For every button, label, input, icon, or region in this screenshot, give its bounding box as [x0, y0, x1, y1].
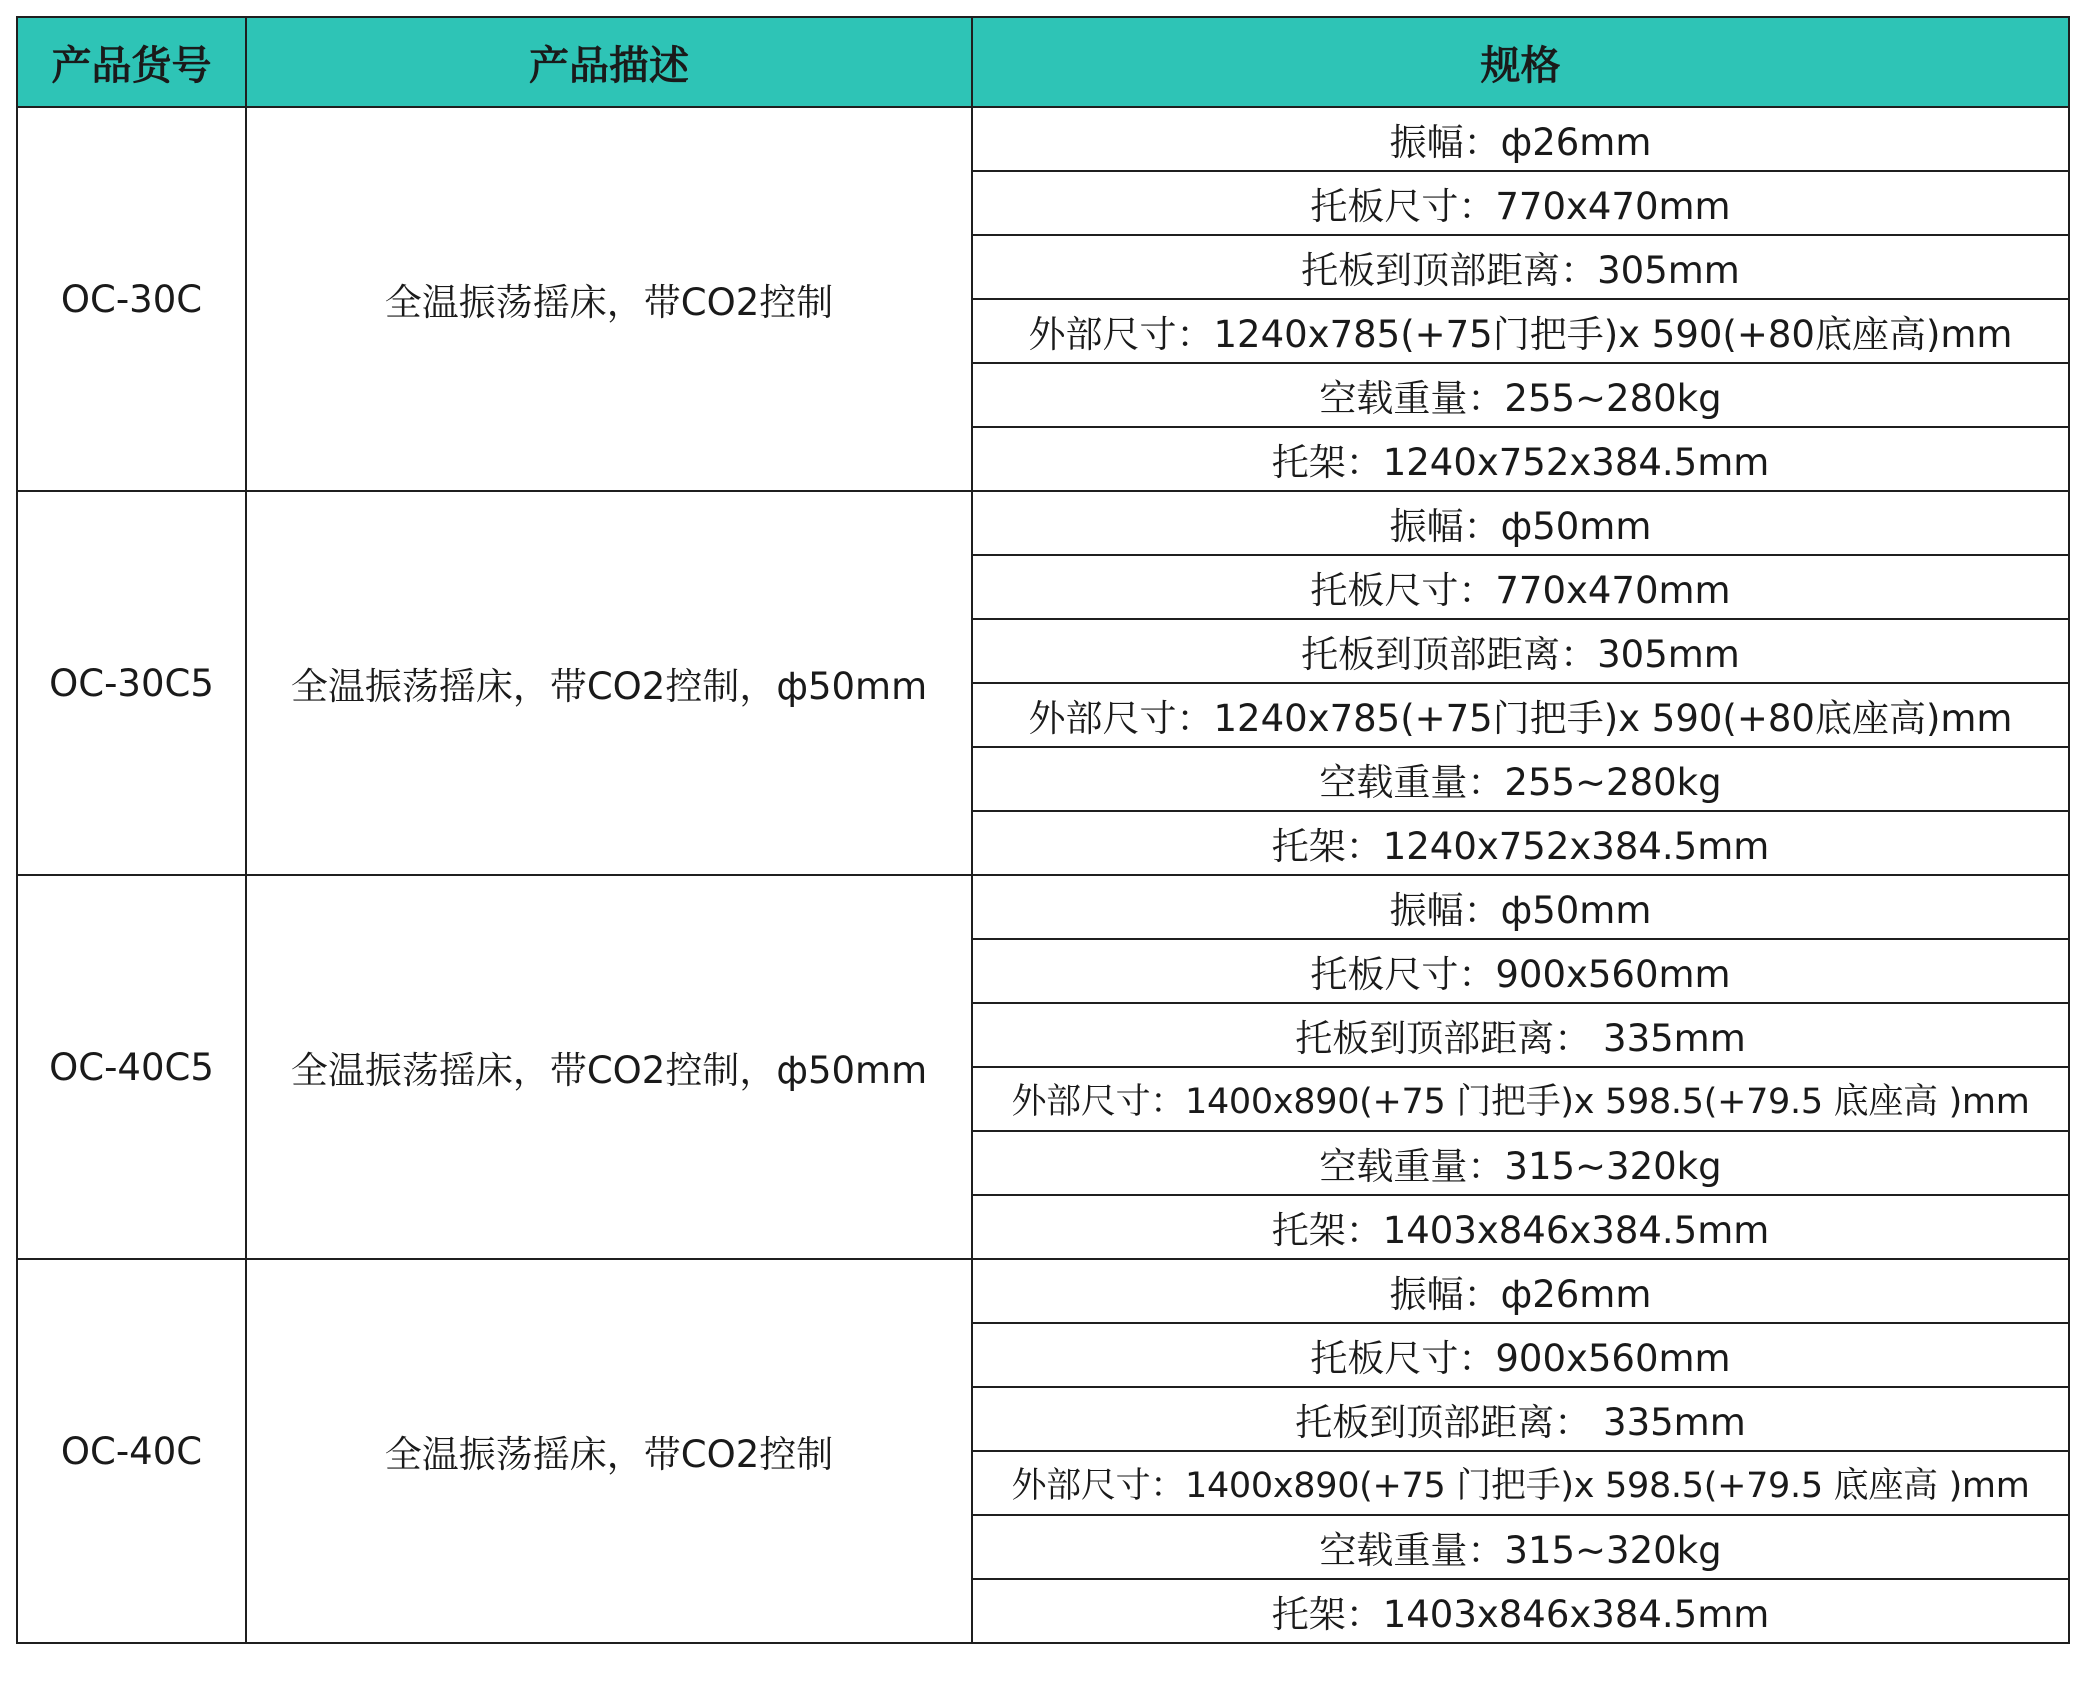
- specification-cell: 空载重量：315~320kg: [972, 1515, 2069, 1579]
- product-code-cell: OC-30C5: [17, 491, 246, 875]
- specification-cell: 外部尺寸：1400x890(+75 门把手)x 598.5(+79.5 底座高 )mm: [972, 1067, 2069, 1131]
- table-header: [17, 17, 2069, 107]
- specification-cell: 振幅：ф26mm: [972, 1259, 2069, 1323]
- header-product-description: 产品描述: [246, 17, 972, 107]
- specification-cell: 托板到顶部距离：305mm: [972, 235, 2069, 299]
- table-row: [17, 1259, 2069, 1323]
- product-code-cell: OC-40C: [17, 1259, 246, 1643]
- header-specification: 规格: [972, 17, 2069, 107]
- table-body: [17, 107, 2069, 1643]
- specification-cell: 托板尺寸：770x470mm: [972, 555, 2069, 619]
- product-description-cell: 全温振荡摇床，带CO2控制，ф50mm: [246, 491, 972, 875]
- specification-cell: 托板尺寸：900x560mm: [972, 1323, 2069, 1387]
- specification-cell: 托板到顶部距离： 335mm: [972, 1387, 2069, 1451]
- specification-cell: 外部尺寸：1240x785(+75门把手)x 590(+80底座高)mm: [972, 299, 2069, 363]
- table-row: [17, 875, 2069, 939]
- specification-cell: 托板尺寸：900x560mm: [972, 939, 2069, 1003]
- specification-cell: 振幅：ф26mm: [972, 107, 2069, 171]
- specification-cell: 外部尺寸：1400x890(+75 门把手)x 598.5(+79.5 底座高 )mm: [972, 1451, 2069, 1515]
- specification-cell: 托板到顶部距离： 335mm: [972, 1003, 2069, 1067]
- product-description-cell: 全温振荡摇床，带CO2控制: [246, 1259, 972, 1643]
- table-row: [17, 491, 2069, 555]
- header-product-code: 产品货号: [17, 17, 246, 107]
- header-row: [17, 17, 2069, 107]
- product-code-cell: OC-40C5: [17, 875, 246, 1259]
- specification-cell: 托架：1240x752x384.5mm: [972, 427, 2069, 491]
- specification-cell: 振幅：ф50mm: [972, 875, 2069, 939]
- specification-cell: 空载重量：255~280kg: [972, 363, 2069, 427]
- product-code-cell: OC-30C: [17, 107, 246, 491]
- specification-cell: 托架：1240x752x384.5mm: [972, 811, 2069, 875]
- specification-cell: 振幅：ф50mm: [972, 491, 2069, 555]
- specification-cell: 外部尺寸：1240x785(+75门把手)x 590(+80底座高)mm: [972, 683, 2069, 747]
- specification-cell: 托板到顶部距离：305mm: [972, 619, 2069, 683]
- specification-cell: 空载重量：255~280kg: [972, 747, 2069, 811]
- specification-cell: 托板尺寸：770x470mm: [972, 171, 2069, 235]
- product-spec-table: [16, 16, 2070, 1644]
- specification-cell: 托架：1403x846x384.5mm: [972, 1579, 2069, 1643]
- table-row: [17, 107, 2069, 171]
- specification-cell: 空载重量：315~320kg: [972, 1131, 2069, 1195]
- product-description-cell: 全温振荡摇床，带CO2控制，ф50mm: [246, 875, 972, 1259]
- specification-cell: 托架：1403x846x384.5mm: [972, 1195, 2069, 1259]
- product-description-cell: 全温振荡摇床，带CO2控制: [246, 107, 972, 491]
